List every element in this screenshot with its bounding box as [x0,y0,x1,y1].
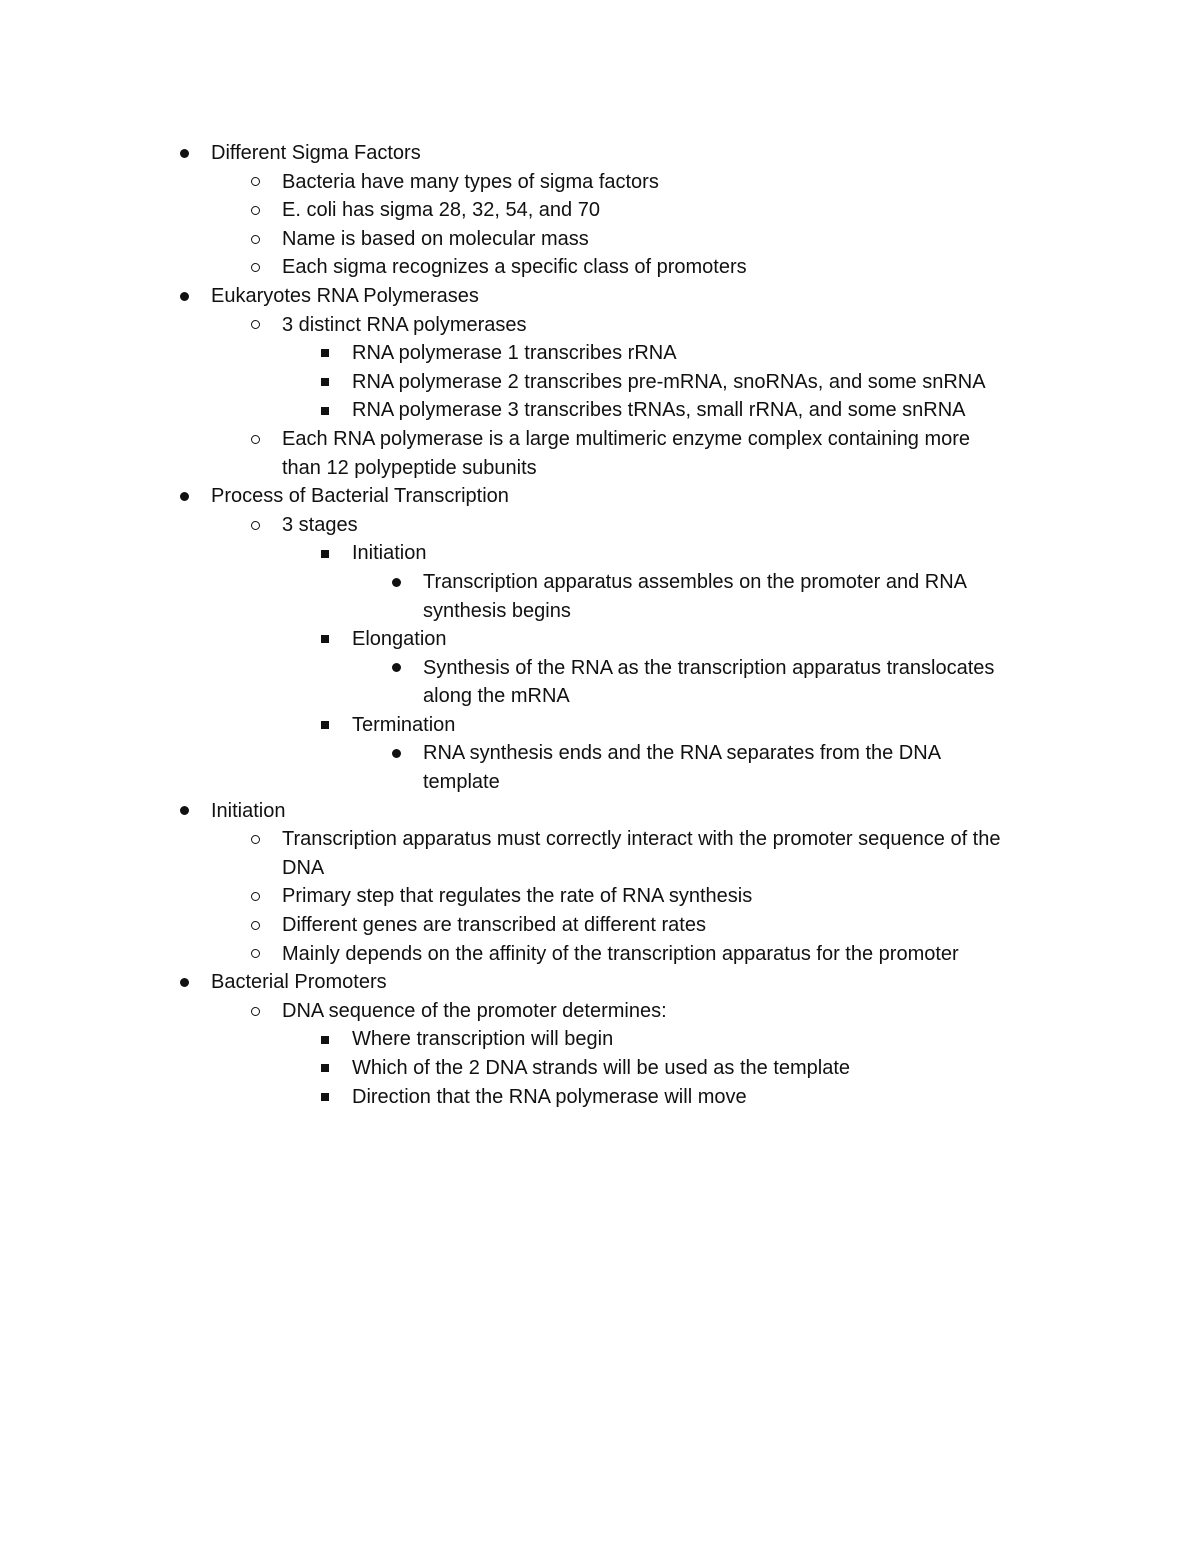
bullet-circle-icon [245,825,265,854]
outline-text: Transcription apparatus must correctly interact with the promoter sequence of the [282,828,1001,851]
bullet-disc-icon [174,282,194,311]
outline-text: RNA synthesis ends and the RNA separates from the DNA [423,742,942,765]
bullet-square-icon [315,368,335,397]
outline-line [0,682,1200,711]
outline-line [0,654,1200,683]
outline-line [0,196,1200,225]
bullet-circle-icon [245,196,265,225]
outline-text: DNA [282,856,325,879]
document-outline [0,139,1200,1111]
outline-text: E. coli has sigma 28, 32, 54, and 70 [282,199,600,222]
outline-line [0,997,1200,1026]
bullet-square-icon [315,1025,335,1054]
outline-line [0,568,1200,597]
bullet-circle-icon [245,940,265,969]
bullet-square-icon [315,1054,335,1083]
outline-text: RNA polymerase 2 transcribes pre-mRNA, snoRNAs, and some snRNA [352,370,986,393]
outline-line [0,882,1200,911]
outline-line [0,825,1200,854]
bullet-circle-icon [245,911,265,940]
outline-text: RNA polymerase 1 transcribes rRNA [352,342,677,365]
bullet-circle-icon [245,425,265,454]
outline-text: Different Sigma Factors [211,142,421,164]
bullet-square-icon [315,1083,335,1112]
outline-line [0,339,1200,368]
outline-text: Name is based on molecular mass [282,227,589,250]
bullet-disc-icon [174,139,194,168]
outline-line [0,425,1200,454]
bullet-circle-icon [245,168,265,197]
bullet-disc-icon [174,482,194,511]
outline-line [0,168,1200,197]
outline-text: Termination [352,713,456,736]
outline-text: Process of Bacterial Transcription [211,485,509,508]
outline-line [0,511,1200,540]
outline-line [0,797,1200,826]
outline-text: Each RNA polymerase is a large multimeric enzyme complex containing more [282,427,971,450]
outline-line [0,454,1200,483]
outline-line [0,940,1200,969]
bullet-square-icon [315,711,335,740]
outline-line [0,739,1200,768]
outline-line [0,768,1200,797]
outline-text: Elongation [352,628,447,651]
outline-text: Direction that the RNA polymerase will move [352,1085,747,1108]
outline-line [0,711,1200,740]
outline-text: along the mRNA [423,685,570,708]
outline-line [0,253,1200,282]
outline-line [0,311,1200,340]
outline-line [0,911,1200,940]
outline-text: Primary step that regulates the rate of RNA synthesis [282,885,753,908]
outline-line [0,396,1200,425]
outline-text: Bacteria have many types of sigma factors [282,170,659,193]
outline-line [0,854,1200,883]
outline-text: Different genes are transcribed at different rates [282,914,706,937]
bullet-disc-icon [174,797,194,826]
outline-text: Bacterial Promoters [211,971,387,994]
bullet-circle-icon [245,882,265,911]
outline-text: Synthesis of the RNA as the transcription apparatus translocates [423,656,995,679]
bullet-square-icon [315,539,335,568]
outline-text: Mainly depends on the affinity of the transcription apparatus for the promoter [282,942,959,965]
bullet-square-icon [315,396,335,425]
outline-text: 3 distinct RNA polymerases [282,313,527,336]
outline-text: Initiation [211,799,286,822]
outline-text: DNA sequence of the promoter determines: [282,999,667,1022]
outline-line [0,539,1200,568]
outline-line [0,482,1200,511]
bullet-circle-icon [245,253,265,282]
outline-line [0,1083,1200,1112]
outline-text: Transcription apparatus assembles on the promoter and RNA [423,570,967,593]
outline-line [0,597,1200,626]
outline-text: Where transcription will begin [352,1028,614,1051]
outline-text: Eukaryotes RNA Polymerases [211,284,479,307]
outline-line [0,1054,1200,1083]
outline-text: Initiation [352,542,427,565]
bullet-disc-icon [386,739,406,768]
outline-text: RNA polymerase 3 transcribes tRNAs, small rRNA, and some snRNA [352,399,966,422]
outline-line [0,1025,1200,1054]
bullet-square-icon [315,625,335,654]
outline-text: template [423,771,500,794]
outline-line [0,282,1200,311]
outline-line [0,968,1200,997]
bullet-square-icon [315,339,335,368]
bullet-circle-icon [245,997,265,1026]
outline-line [0,225,1200,254]
bullet-disc-icon [386,654,406,683]
outline-line [0,625,1200,654]
bullet-circle-icon [245,311,265,340]
outline-text: Each sigma recognizes a specific class of promoters [282,256,747,279]
outline-line [0,139,1200,168]
outline-text: synthesis begins [423,599,571,622]
outline-text: 3 stages [282,513,358,536]
outline-text: Which of the 2 DNA strands will be used as the template [352,1057,851,1079]
outline-line [0,368,1200,397]
outline-text: than 12 polypeptide subunits [282,456,537,479]
bullet-circle-icon [245,511,265,540]
bullet-disc-icon [386,568,406,597]
bullet-disc-icon [174,968,194,997]
bullet-circle-icon [245,225,265,254]
